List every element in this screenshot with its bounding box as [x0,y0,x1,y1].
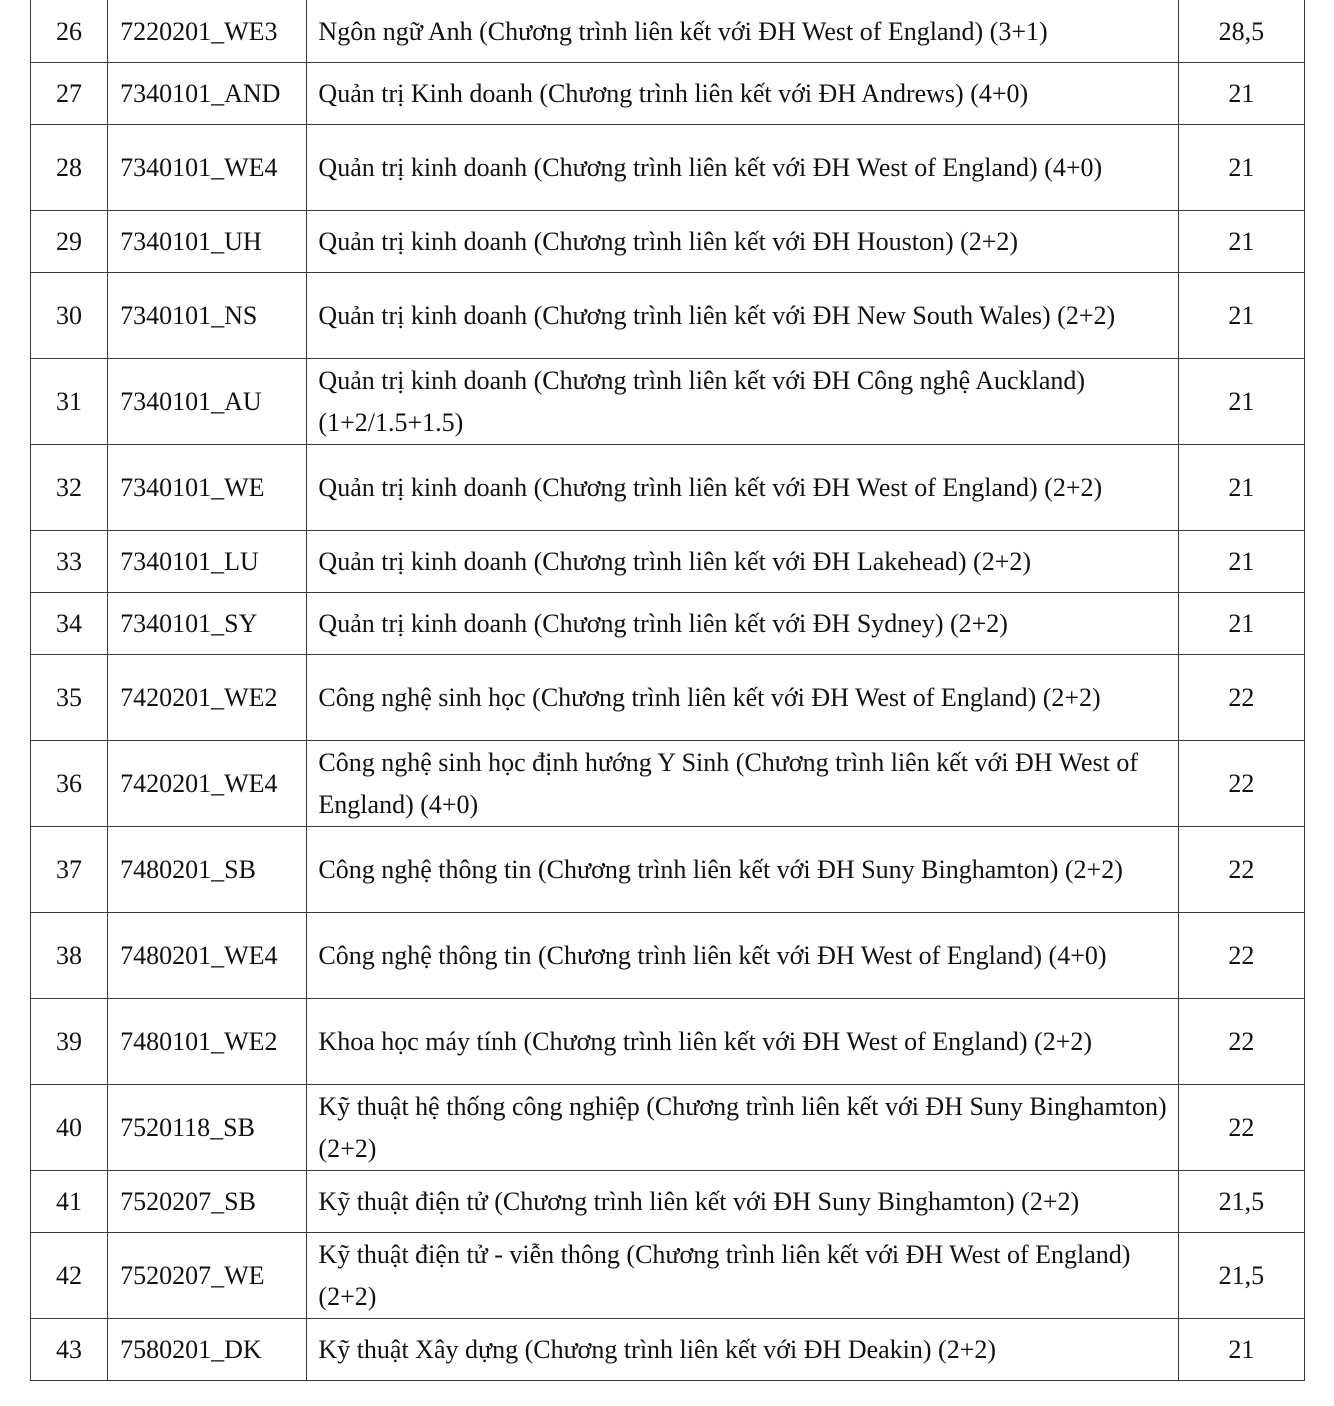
row-number-cell: 33 [31,531,108,593]
row-number-cell: 35 [31,655,108,741]
program-code-cell: 7520207_SB [108,1171,307,1233]
table-row [31,655,1305,741]
table-row [31,0,1305,63]
program-code-cell: 7340101_LU [108,531,307,593]
table-row [31,1085,1305,1171]
cutoff-score-cell: 21,5 [1178,1171,1304,1233]
cutoff-score-cell: 21 [1178,531,1304,593]
admission-score-table [30,0,1305,1381]
table-row [31,531,1305,593]
program-name-cell: Kỹ thuật hệ thống công nghiệp (Chương trình liên kết với ĐH Suny Binghamton) (2+2) [307,1085,1178,1171]
program-name-cell: Quản trị kinh doanh (Chương trình liên kết với ĐH Công nghệ Auckland) (1+2/1.5+1.5) [307,359,1178,445]
cutoff-score-cell: 21 [1178,359,1304,445]
program-name-cell: Quản trị kinh doanh (Chương trình liên kết với ĐH Lakehead) (2+2) [307,531,1178,593]
program-name-cell: Công nghệ thông tin (Chương trình liên kết với ĐH West of England) (4+0) [307,913,1178,999]
row-number-cell: 37 [31,827,108,913]
cutoff-score-cell: 21 [1178,125,1304,211]
cutoff-score-cell: 22 [1178,741,1304,827]
table-row [31,1319,1305,1381]
cutoff-score-cell: 21,5 [1178,1233,1304,1319]
program-code-cell: 7480201_WE4 [108,913,307,999]
program-code-cell: 7340101_NS [108,273,307,359]
row-number-cell: 40 [31,1085,108,1171]
table-row [31,827,1305,913]
program-name-cell: Quản trị kinh doanh (Chương trình liên kết với ĐH Houston) (2+2) [307,211,1178,273]
program-name-cell: Kỹ thuật điện tử (Chương trình liên kết với ĐH Suny Binghamton) (2+2) [307,1171,1178,1233]
row-number-cell: 30 [31,273,108,359]
table-row [31,1233,1305,1319]
table-row [31,913,1305,999]
program-code-cell: 7340101_AND [108,63,307,125]
table-row [31,593,1305,655]
cutoff-score-cell: 22 [1178,655,1304,741]
cutoff-score-cell: 22 [1178,999,1304,1085]
program-name-cell: Quản trị kinh doanh (Chương trình liên kết với ĐH New South Wales) (2+2) [307,273,1178,359]
row-number-cell: 26 [31,0,108,63]
row-number-cell: 36 [31,741,108,827]
program-code-cell: 7420201_WE2 [108,655,307,741]
program-name-cell: Công nghệ sinh học định hướng Y Sinh (Chương trình liên kết với ĐH West of England) (4+0) [307,741,1178,827]
cutoff-score-cell: 28,5 [1178,0,1304,63]
program-name-cell: Công nghệ thông tin (Chương trình liên kết với ĐH Suny Binghamton) (2+2) [307,827,1178,913]
program-name-cell: Kỹ thuật Xây dựng (Chương trình liên kết với ĐH Deakin) (2+2) [307,1319,1178,1381]
cutoff-score-cell: 22 [1178,1085,1304,1171]
program-code-cell: 7580201_DK [108,1319,307,1381]
table-body [31,0,1305,1381]
cutoff-score-cell: 21 [1178,1319,1304,1381]
table-row [31,63,1305,125]
cutoff-score-cell: 21 [1178,63,1304,125]
table-row [31,211,1305,273]
program-code-cell: 7420201_WE4 [108,741,307,827]
row-number-cell: 38 [31,913,108,999]
cutoff-score-cell: 21 [1178,445,1304,531]
table-row [31,999,1305,1085]
row-number-cell: 43 [31,1319,108,1381]
program-name-cell: Quản trị kinh doanh (Chương trình liên kết với ĐH West of England) (2+2) [307,445,1178,531]
row-number-cell: 42 [31,1233,108,1319]
row-number-cell: 29 [31,211,108,273]
program-name-cell: Quản trị kinh doanh (Chương trình liên kết với ĐH West of England) (4+0) [307,125,1178,211]
program-name-cell: Khoa học máy tính (Chương trình liên kết với ĐH West of England) (2+2) [307,999,1178,1085]
program-code-cell: 7520207_WE [108,1233,307,1319]
table-row [31,741,1305,827]
row-number-cell: 41 [31,1171,108,1233]
program-code-cell: 7480101_WE2 [108,999,307,1085]
row-number-cell: 39 [31,999,108,1085]
row-number-cell: 28 [31,125,108,211]
cutoff-score-cell: 22 [1178,827,1304,913]
table-row [31,359,1305,445]
program-code-cell: 7220201_WE3 [108,0,307,63]
program-code-cell: 7340101_SY [108,593,307,655]
row-number-cell: 32 [31,445,108,531]
program-code-cell: 7480201_SB [108,827,307,913]
table-row [31,273,1305,359]
table-row [31,125,1305,211]
cutoff-score-cell: 21 [1178,273,1304,359]
program-code-cell: 7340101_WE4 [108,125,307,211]
program-name-cell: Kỹ thuật điện tử - viễn thông (Chương trình liên kết với ĐH West of England) (2+2) [307,1233,1178,1319]
cutoff-score-cell: 21 [1178,593,1304,655]
program-name-cell: Công nghệ sinh học (Chương trình liên kết với ĐH West of England) (2+2) [307,655,1178,741]
cutoff-score-cell: 21 [1178,211,1304,273]
program-code-cell: 7520118_SB [108,1085,307,1171]
program-code-cell: 7340101_UH [108,211,307,273]
table-row [31,445,1305,531]
cutoff-score-cell: 22 [1178,913,1304,999]
program-code-cell: 7340101_AU [108,359,307,445]
table-row [31,1171,1305,1233]
row-number-cell: 34 [31,593,108,655]
program-name-cell: Quản trị kinh doanh (Chương trình liên kết với ĐH Sydney) (2+2) [307,593,1178,655]
program-name-cell: Quản trị Kinh doanh (Chương trình liên kết với ĐH Andrews) (4+0) [307,63,1178,125]
row-number-cell: 31 [31,359,108,445]
program-name-cell: Ngôn ngữ Anh (Chương trình liên kết với ĐH West of England) (3+1) [307,0,1178,63]
program-code-cell: 7340101_WE [108,445,307,531]
row-number-cell: 27 [31,63,108,125]
